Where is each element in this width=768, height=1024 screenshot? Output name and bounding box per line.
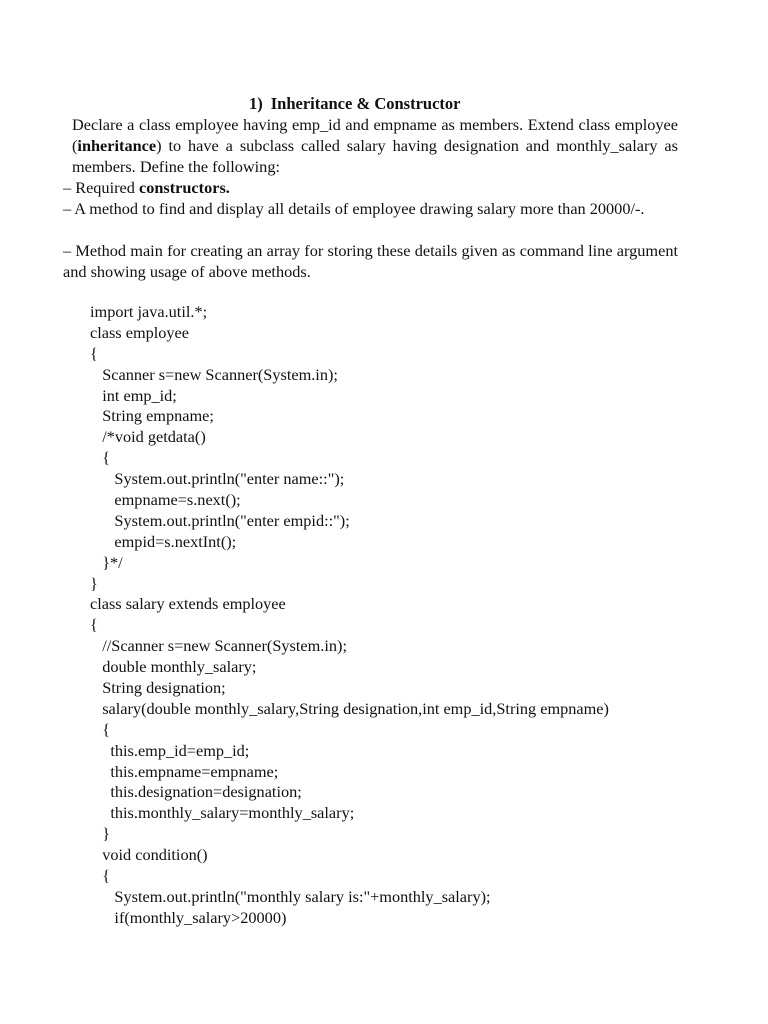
code-line: empid=s.nextInt(); — [90, 531, 237, 551]
code-line: String designation; — [90, 678, 226, 698]
intro-text-2: ) to have a subclass called salary having designation and monthly_salary as members. Define the following: — [72, 136, 678, 176]
code-line: //Scanner s=new Scanner(System.in); — [90, 636, 347, 656]
code-line: } — [90, 824, 111, 844]
code-line: int emp_id; — [90, 385, 177, 405]
code-line: this.monthly_salary=monthly_salary; — [90, 803, 355, 823]
code-line: { — [90, 866, 111, 886]
code-line: double monthly_salary; — [90, 657, 257, 677]
section-title: Inheritance & Constructor — [270, 94, 461, 113]
code-line: { — [90, 448, 111, 468]
requirement-bold-constructors: constructors. — [138, 178, 230, 197]
code-line: { — [90, 615, 98, 635]
code-line: class employee — [90, 322, 190, 342]
intro-paragraph — [63, 114, 678, 177]
code-line: this.designation=designation; — [90, 782, 302, 802]
section-heading — [249, 94, 460, 114]
code-line: { — [90, 719, 111, 739]
code-line: Scanner s=new Scanner(System.in); — [90, 364, 338, 384]
code-line: String empname; — [90, 406, 214, 426]
code-line: import java.util.*; — [90, 302, 208, 321]
section-number: 1) — [249, 94, 263, 113]
requirement-main: – Method main for creating an array for storing these details given as command line argument and showing usage of above methods. — [63, 241, 678, 281]
code-line: void condition() — [90, 845, 208, 865]
code-block — [90, 302, 730, 929]
code-line: /*void getdata() — [90, 427, 206, 447]
code-line: this.emp_id=emp_id; — [90, 740, 250, 760]
code-line: { — [90, 343, 98, 363]
intro-text-1: Declare a class employee having emp_id and empname as members. Extend class employee ( — [72, 115, 678, 155]
code-line: this.empname=empname; — [90, 761, 279, 781]
code-line: class salary extends employee — [90, 594, 286, 614]
code-line: System.out.println("monthly salary is:"+monthly_salary); — [90, 886, 491, 906]
requirement-constructors — [63, 177, 678, 198]
code-line: if(monthly_salary>20000) — [90, 907, 287, 927]
code-line: System.out.println("enter empid::"); — [90, 510, 350, 530]
code-line: }*/ — [90, 552, 123, 572]
code-line: empname=s.next(); — [90, 490, 241, 510]
code-line: } — [90, 573, 98, 593]
requirement-method: – A method to find and display all details of employee drawing salary more than 20000/-. — [63, 199, 645, 218]
requirement-prefix: – Required — [63, 178, 139, 197]
code-line: System.out.println("enter name::"); — [90, 469, 345, 489]
code-line: salary(double monthly_salary,String designation,int emp_id,String empname) — [90, 698, 609, 718]
intro-bold-inheritance: inheritance — [77, 136, 157, 155]
